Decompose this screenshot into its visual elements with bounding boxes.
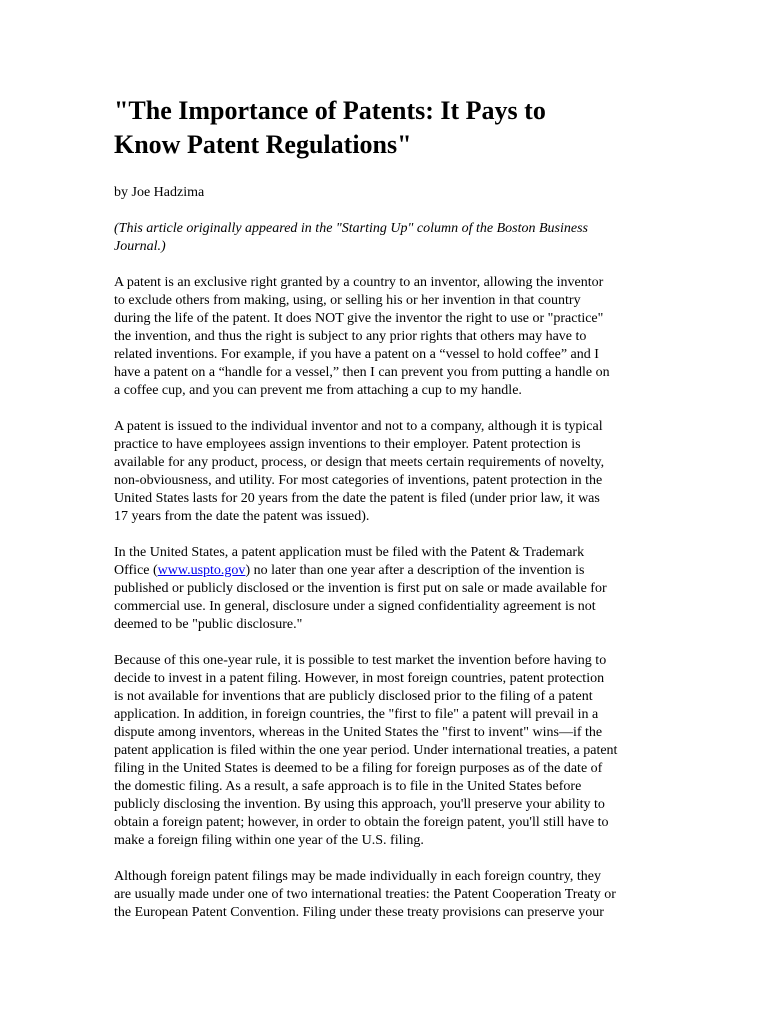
paragraph-line: published or publicly disclosed or the invention is first put on sale or made available for xyxy=(114,581,607,596)
paragraph-2 xyxy=(114,418,634,526)
title-line: Know Patent Regulations" xyxy=(114,130,412,159)
document-page xyxy=(114,94,634,922)
paragraph-line: practice to have employees assign inventions to their employer. Patent protection is xyxy=(114,437,581,452)
paragraph-3 xyxy=(114,544,634,634)
paragraph-line: commercial use. In general, disclosure under a signed confidentiality agreement is not xyxy=(114,599,596,614)
paragraph-line: application. In addition, in foreign countries, the "first to file" a patent will prevail in a xyxy=(114,707,599,722)
paragraph-line: deemed to be "public disclosure." xyxy=(114,617,303,632)
paragraph-line: dispute among inventors, whereas in the United States the "first to invent" wins—if the xyxy=(114,725,603,740)
paragraph-line: obtain a foreign patent; however, in order to obtain the foreign patent, you'll still have to xyxy=(114,815,609,830)
paragraph-line: patent application is filed within the one year period. Under international treaties, a patent xyxy=(114,743,618,758)
paragraph-line: related inventions. For example, if you have a patent on a “vessel to hold coffee” and I xyxy=(114,347,599,362)
paragraph-line: non-obviousness, and utility. For most categories of inventions, patent protection in the xyxy=(114,473,603,488)
paragraph-line xyxy=(114,562,634,580)
paragraph-line: A patent is issued to the individual inventor and not to a company, although it is typical xyxy=(114,419,603,434)
document-title xyxy=(114,94,634,162)
paragraph-line: publicly disclosing the invention. By using this approach, you'll preserve your ability to xyxy=(114,797,605,812)
paragraph-5 xyxy=(114,868,634,922)
origin-note xyxy=(114,220,634,256)
text-run: Office ( xyxy=(114,563,158,578)
paragraph-line: the European Patent Convention. Filing under these treaty provisions can preserve your xyxy=(114,905,604,920)
paragraph-line: is not available for inventions that are publicly disclosed prior to the filing of a patent xyxy=(114,689,593,704)
note-line: Journal.) xyxy=(114,239,166,254)
paragraph-4 xyxy=(114,652,634,850)
paragraph-line: to exclude others from making, using, or selling his or her invention in that country xyxy=(114,293,581,308)
paragraph-line: a coffee cup, and you can prevent me from attaching a cup to my handle. xyxy=(114,383,522,398)
paragraph-1 xyxy=(114,274,634,400)
paragraph-line: A patent is an exclusive right granted by a country to an inventor, allowing the inventor xyxy=(114,275,604,290)
uspto-link[interactable]: www.uspto.gov xyxy=(157,563,246,578)
paragraph-line: Although foreign patent filings may be made individually in each foreign country, they xyxy=(114,869,602,884)
title-line: "The Importance of Patents: It Pays to xyxy=(114,96,546,125)
paragraph-line: United States lasts for 20 years from the date the patent is filed (under prior law, it was xyxy=(114,491,600,506)
paragraph-line: Because of this one-year rule, it is possible to test market the invention before having to xyxy=(114,653,607,668)
paragraph-line: decide to invest in a patent filing. However, in most foreign countries, patent protection xyxy=(114,671,605,686)
note-line: (This article originally appeared in the "Starting Up" column of the Boston Business xyxy=(114,221,588,236)
paragraph-line: are usually made under one of two international treaties: the Patent Cooperation Treaty or xyxy=(114,887,616,902)
paragraph-line: 17 years from the date the patent was issued). xyxy=(114,509,370,524)
paragraph-line: make a foreign filing within one year of the U.S. filing. xyxy=(114,833,424,848)
paragraph-line: the domestic filing. As a result, a safe approach is to file in the United States before xyxy=(114,779,582,794)
paragraph-line: during the life of the patent. It does NOT give the inventor the right to use or "practice" xyxy=(114,311,604,326)
paragraph-line: have a patent on a “handle for a vessel,” then I can prevent you from putting a handle on xyxy=(114,365,610,380)
paragraph-line: the invention, and thus the right is subject to any prior rights that others may have to xyxy=(114,329,587,344)
paragraph-line: available for any product, process, or design that meets certain requirements of novelty, xyxy=(114,455,605,470)
byline: by Joe Hadzima xyxy=(114,185,205,200)
paragraph-line: In the United States, a patent application must be filed with the Patent & Trademark xyxy=(114,545,585,560)
paragraph-line: filing in the United States is deemed to be a filing for foreign purposes as of the date of xyxy=(114,761,603,776)
text-run: ) no later than one year after a description of the invention is xyxy=(245,563,585,578)
